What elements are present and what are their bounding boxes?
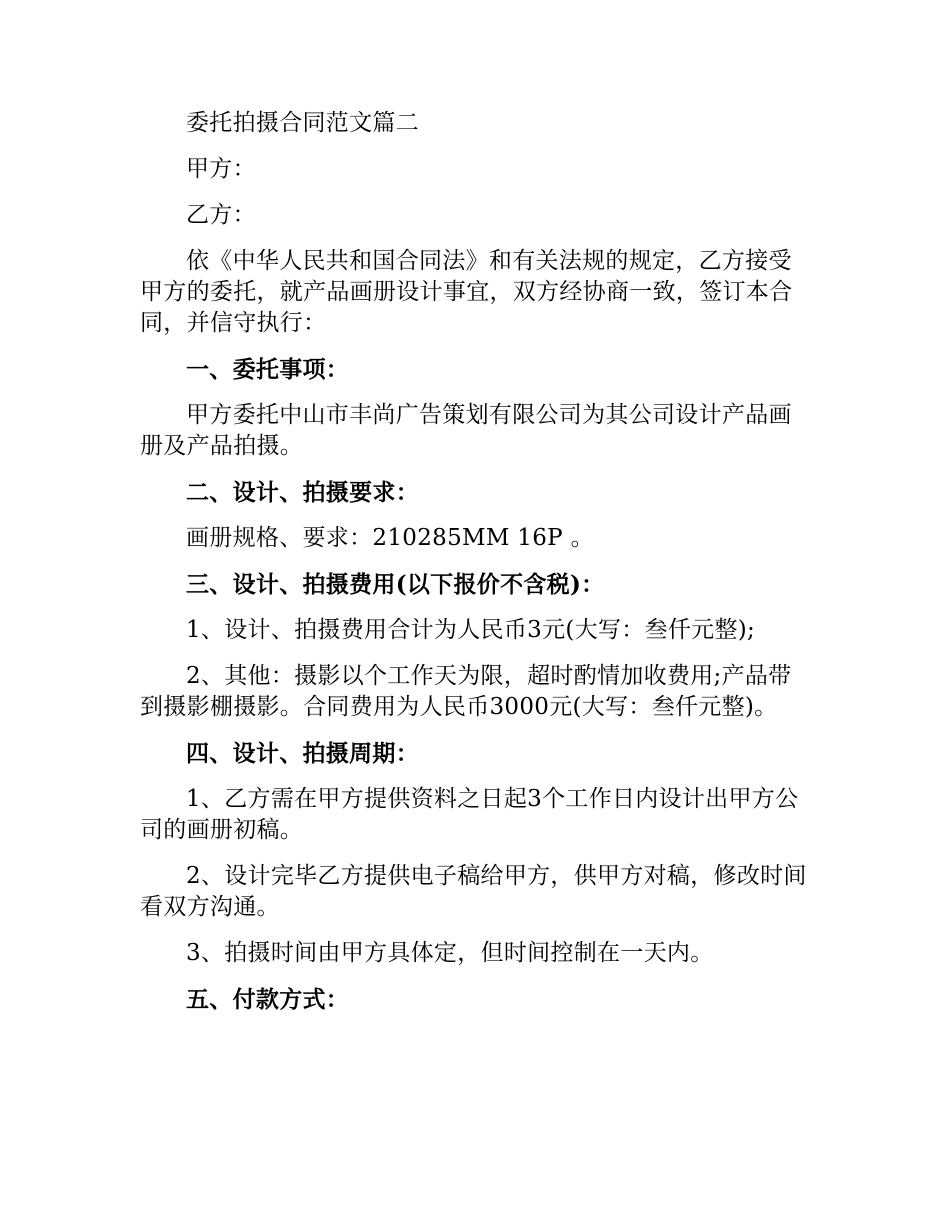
section-heading: 四、设计、拍摄周期： xyxy=(186,740,419,767)
section-heading: 一、委托事项： xyxy=(186,356,350,383)
section-paragraph: 3、拍摄时间由甲方具体定，但时间控制在一天内。 xyxy=(186,940,714,966)
party-b-line: 乙方： xyxy=(186,202,256,228)
intro-paragraph: 依《中华人民共和国合同法》和有关法规的规定，乙方接受甲方的委托，就产品画册设计事宜，双方经协商一致，签订本合同，并信守执行： xyxy=(140,248,793,336)
document-body xyxy=(140,108,812,1030)
party-a-line: 甲方： xyxy=(186,156,256,182)
section-heading: 二、设计、拍摄要求： xyxy=(186,479,419,506)
section-paragraph: 甲方委托中山市丰尚广告策划有限公司为其公司设计产品画册及产品拍摄。 xyxy=(140,402,792,459)
section-paragraph: 1、设计、拍摄费用合计为人民币3元(大写：叁仟元整); xyxy=(186,617,756,643)
section-paragraph: 2、设计完毕乙方提供电子稿给甲方，供甲方对稿，修改时间看双方沟通。 xyxy=(140,863,807,920)
section-paragraph: 2、其他：摄影以个工作天为限，超时酌情加收费用;产品带到摄影棚摄影。合同费用为人民币3000元(大写：叁仟元整)。 xyxy=(140,663,792,720)
section-paragraph: 1、乙方需在甲方提供资料之日起3个工作日内设计出甲方公司的画册初稿。 xyxy=(140,786,799,843)
document-title: 委托拍摄合同范文篇二 xyxy=(186,110,419,136)
section-heading: 五、付款方式： xyxy=(186,986,350,1013)
section-paragraph: 画册规格、要求：210285MM 16P 。 xyxy=(186,525,594,551)
section-heading: 三、设计、拍摄费用(以下报价不含税)： xyxy=(186,571,605,598)
